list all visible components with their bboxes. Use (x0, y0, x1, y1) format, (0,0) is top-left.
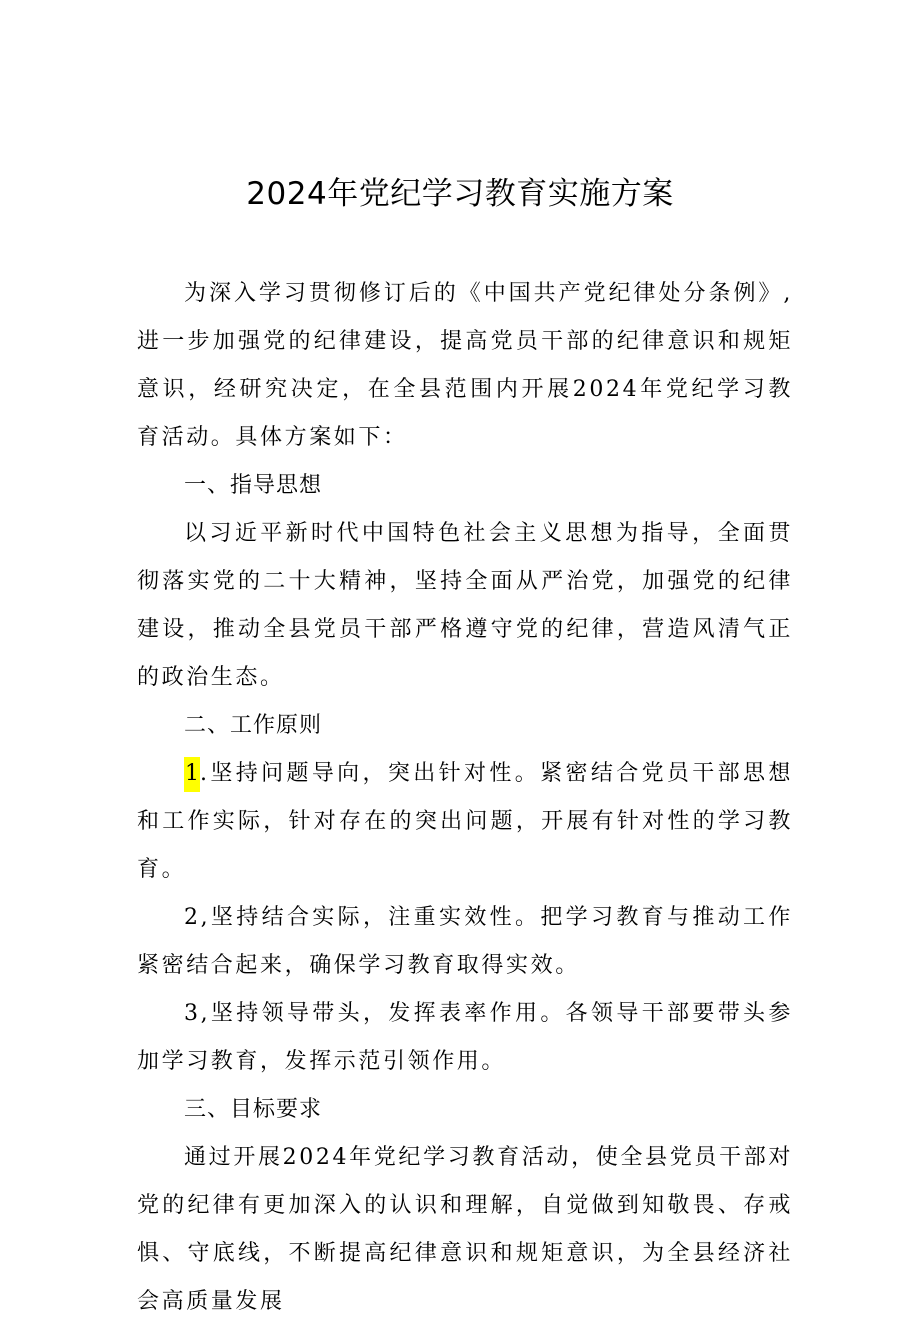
highlighted-item-number: 1 (184, 757, 200, 792)
goals-paragraph: 通过开展2024年党纪学习教育活动，使全县党员干部对党的纪律有更加深入的认识和理解，自觉做到知敬畏、存戒惧、守底线，不断提高纪律意识和规矩意识，为全县经济社会高质量发展 (137, 1145, 793, 1314)
guiding-ideology-paragraph: 以习近平新时代中国特色社会主义思想为指导，全面贯彻落实党的二十大精神，坚持全面从严治党，加强党的纪律建设，推动全县党员干部严格遵守党的纪律，营造风清气正的政治生态。 (137, 521, 793, 690)
principle-item-1 (137, 750, 793, 894)
section-heading-guiding-ideology: 一、指导思想 (184, 473, 323, 498)
document-body (137, 270, 793, 1326)
principle-item-2: 2,坚持结合实际，注重实效性。把学习教育与推动工作紧密结合起来，确保学习教育取得实效。 (137, 905, 793, 978)
principle-item-3: 3,坚持领导带头，发挥表率作用。各领导干部要带头参加学习教育，发挥示范引领作用。 (137, 1001, 793, 1074)
section-heading-goals: 三、目标要求 (184, 1097, 323, 1122)
intro-paragraph: 为深入学习贯彻修订后的《中国共产党纪律处分条例》,进一步加强党的纪律建设，提高党员干部的纪律意识和规矩意识，经研究决定，在全县范围内开展2024年党纪学习教育活动。具体方案如下： (137, 281, 793, 450)
section-heading-work-principles: 二、工作原则 (184, 713, 323, 738)
principle-item-1-text: .坚持问题导向，突出针对性。紧密结合党员干部思想和工作实际，针对存在的突出问题，开展有针对性的学习教育。 (137, 761, 793, 882)
document-title: 2024年党纪学习教育实施方案 (246, 176, 674, 212)
